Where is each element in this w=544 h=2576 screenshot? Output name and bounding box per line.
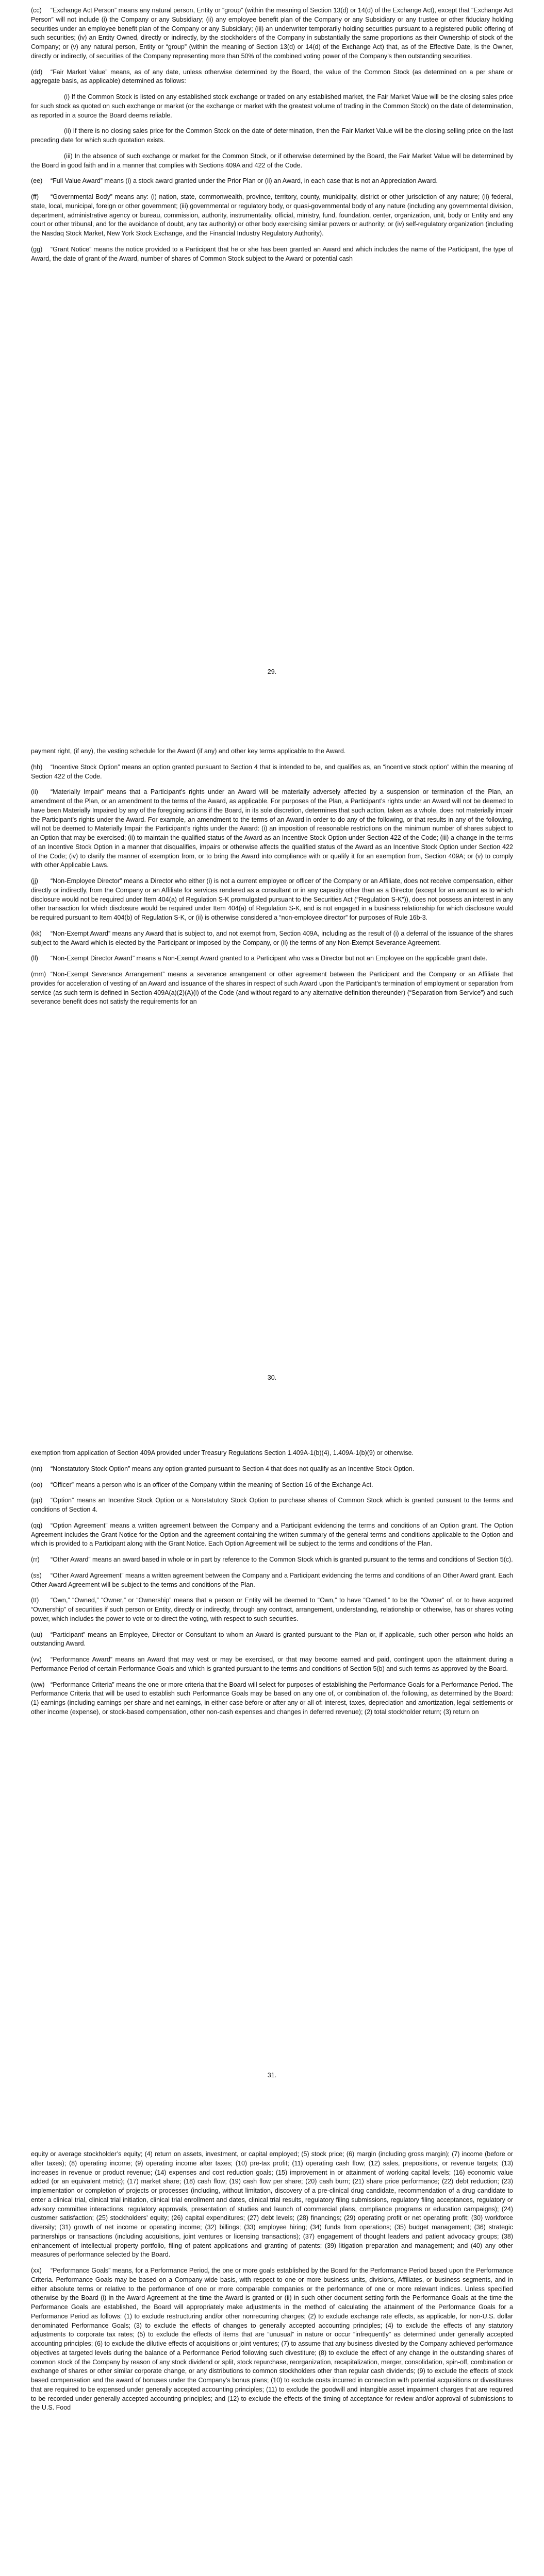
definition-gg bbox=[31, 245, 513, 264]
definition-text: “Full Value Award” means (i) a stock award granted under the Prior Plan or (ii) an Award, in each case that is not an Appreciation Award. bbox=[51, 177, 438, 185]
subclause-i: (i) If the Common Stock is listed on any established stock exchange or traded on any established market, the Fair Market Value will be the closing sales price for such stock as quoted on such exchange or market (or the exchange or market with the greatest volume of trading in the Common Stock) on the date of determination, as reported in a source the Board deems reliable. bbox=[31, 93, 513, 119]
page-29 bbox=[0, 0, 544, 701]
definition-text: “Governmental Body” means any: (i) nation, state, commonwealth, province, territory, county, municipality, district or other jurisdiction of any nature; (ii) federal, state, local, municipal, foreign or other government; (iii) governmental or regulatory body, or quasi-governmental body of any nature (including any governmental division, department, administrative agency or bureau, commission, authority, instrumentality, official, ministry, fund, foundation, center, organization, unit, body or Entity and any court or other tribunal, and for the avoidance of doubt, any tax authority) or other body exercising similar powers or authority; or (iv) self-regulatory organization (including the Nasdaq Stock Market, New York Stock Exchange, and the Financial Industry Regulatory Authority). bbox=[31, 193, 513, 237]
definition-label: (vv) bbox=[31, 1656, 42, 1663]
subclause-ii: (ii) If there is no closing sales price for the Common Stock on the date of determination, then the Fair Market Value will be the closing selling price on the last preceding date for which such quotation exists. bbox=[31, 127, 513, 144]
definition-text: “Performance Criteria” means the one or more criteria that the Board will select for purposes of establishing the Performance Goals for a Performance Period. The Performance Criteria that will be used to establish such Performance Goals may be based on any one of, or combination of, the following, as determined by the Board: (1) earnings (including earnings per share and net earnings, in either case before or after any or all of: interest, taxes, depreciation and amortization, legal settlements or other income (expense), or stock-based compensation, other non-cash expenses and changes in deferred revenue); (2) total stockholder return; (3) return on bbox=[31, 1681, 513, 1716]
definition-label: (tt) bbox=[31, 1597, 39, 1604]
definition-label: (ee) bbox=[31, 177, 43, 185]
page-31 bbox=[0, 1401, 544, 2105]
definition-vv bbox=[31, 1655, 513, 1674]
definition-label: (hh) bbox=[31, 763, 43, 771]
definition-text: “Other Award” means an award based in whole or in part by reference to the Common Stock which is granted pursuant to the terms and conditions of Section 5(c). bbox=[51, 1556, 513, 1563]
definition-pp bbox=[31, 1496, 513, 1515]
definition-text: “Participant” means an Employee, Director or Consultant to whom an Award is granted pursuant to the Plan or, if applicable, such other person who holds an outstanding Award. bbox=[31, 1631, 513, 1648]
definition-label: (xx) bbox=[31, 2267, 42, 2274]
definition-nn bbox=[31, 1465, 513, 1474]
definition-label: (rr) bbox=[31, 1556, 40, 1563]
definition-label: (oo) bbox=[31, 1481, 43, 1488]
definition-hh bbox=[31, 763, 513, 782]
definition-text: “Nonstatutory Stock Option” means any option granted pursuant to Section 4 that does not qualify as an Incentive Stock Option. bbox=[51, 1465, 415, 1472]
definition-label: (qq) bbox=[31, 1521, 43, 1529]
definition-label: (ff) bbox=[31, 193, 39, 200]
continuation-text: exemption from application of Section 409A provided under Treasury Regulations Section 1.409A-1(b)(4), 1.409A-1(b)(9) or otherwise. bbox=[31, 1449, 414, 1456]
definition-text: “Incentive Stock Option” means an option granted pursuant to Section 4 that is intended to be, and qualifies as, an “incentive stock option” within the meaning of Section 422 of the Code. bbox=[31, 763, 513, 780]
definition-ii bbox=[31, 788, 513, 870]
definition-text: “Own,” “Owned,” “Owner,” or “Ownership” means that a person or Entity will be deemed to “Own,” to have “Owned,” to be the “Owner” of, or to have acquired “Ownership” of securities if such person or Entity, directly or indirectly, through any contract, arrangement, understanding, relationship or otherwise, has or shares voting power, which includes the power to vote or to direct the voting, with respect to such securities. bbox=[31, 1597, 513, 1622]
continuation-text: payment right, (if any), the vesting schedule for the Award (if any) and other key terms applicable to the Award. bbox=[31, 748, 346, 755]
definition-text: “Non-Employee Director” means a Director who either (i) is not a current employee or officer of the Company or an Affiliate, does not receive compensation, either directly or indirectly, from the Company or an Affiliate for services rendered as a consultant or in any capacity other than as a Director (except for an amount as to which disclosure would not be required under Item 404(a) of Regulation S-K promulgated pursuant to the Securities Act (“Regulation S-K”)), does not possess an interest in any other transaction for which disclosure would be required under Item 404(a) of Regulation S-K, and is not engaged in a business relationship for which disclosure would be required pursuant to Item 404(b) of Regulation S-K, or (ii) is otherwise considered a “non-employee director” for purposes of Rule 16b-3. bbox=[31, 877, 513, 921]
definition-label: (ss) bbox=[31, 1571, 42, 1579]
definition-ll bbox=[31, 954, 513, 963]
definition-label: (uu) bbox=[31, 1631, 43, 1638]
page-30 bbox=[0, 701, 544, 1401]
definition-jj bbox=[31, 877, 513, 923]
page-number: 30. bbox=[267, 1374, 277, 1381]
definition-text: “Exchange Act Person” means any natural person, Entity or “group” (within the meaning of Section 13(d) or 14(d) of the Exchange Act), except that “Exchange Act Person” will not include (i) the Company or any Subsidiary; (ii) any employee benefit plan of the Company or any Subsidiary or any trustee or other fiduciary holding securities under an employee benefit plan of the Company or any Subsidiary; (iii) an underwriter temporarily holding securities pursuant to a registered public offering of such securities; (iv) an Entity Owned, directly or indirectly, by the stockholders of the Company in substantially the same proportions as their Ownership of stock of the Company; or (v) any natural person, Entity or “group” (within the meaning of Section 13(d) or 14(d) of the Exchange Act) that, as of the Effective Date, is the Owner, directly or indirectly, of securities of the Company representing more than 50% of the combined voting power of the Company’s then outstanding securities. bbox=[31, 7, 513, 60]
definition-dd bbox=[31, 68, 513, 87]
page-number: 31. bbox=[267, 2072, 277, 2079]
definition-cc bbox=[31, 6, 513, 61]
definition-oo bbox=[31, 1481, 513, 1490]
definition-text: “Performance Award” means an Award that may vest or may be exercised, or that may become earned and paid, contingent upon the attainment during a Performance Period of certain Performance Goals and which is granted pursuant to the terms and conditions of Section 5(b) and such terms as approved by the Board. bbox=[31, 1656, 513, 1672]
definition-label: (ll) bbox=[31, 955, 38, 962]
definition-uu bbox=[31, 1631, 513, 1649]
continuation-text: equity or average stockholder’s equity; (4) return on assets, investment, or capital employed; (5) stock price; (6) margin (including gross margin); (7) income (before or after taxes); (8) operating income; (9) operating income after taxes; (10) pre-tax profit; (11) operating cash flow; (12) sales, prepositions, or revenue targets; (13) increases in revenue or product revenue; (14) expenses and cost reduction goals; (15) improvement in or attainment of working capital levels; (16) economic value added (or an equivalent metric); (17) market share; (18) cash flow; (19) cash flow per share; (20) cash burn; (21) share price performance; (22) debt reduction; (23) implementation or completion of projects or processes (including, without limitation, discovery of a pre-clinical drug candidate, recommendation of a drug candidate to enter a clinical trial, clinical trial initiation, clinical trial enrollment and dates, clinical trial results, regulatory filing submissions, regulatory filing acceptances, regulatory or advisory committee interactions, regulatory approvals, presentation of studies and launch of commercial plans, compliance programs or education campaigns); (24) customer satisfaction; (25) stockholders’ equity; (26) capital expenditures; (27) debt levels; (28) financings; (29) operating profit or net operating profit; (30) workforce diversity; (31) growth of net income or operating income; (32) billings; (33) employee hiring; (34) funds from operations; (35) budget management; (36) strategic partnerships or transactions (including acquisitions, joint ventures or licensing transactions); (37) engagement of thought leaders and patient advocacy groups; (38) enhancement of intellectual property portfolio, filing of patent applications and granting of patents; (39) litigation preparation and management; and (40) any other measures of performance selected by the Board. bbox=[31, 2150, 513, 2259]
definition-label: (pp) bbox=[31, 1497, 43, 1504]
page-32 bbox=[0, 2105, 544, 2576]
definition-label: (jj) bbox=[31, 877, 38, 885]
definition-text: “Option” means an Incentive Stock Option or a Nonstatutory Stock Option to purchase shares of Common Stock which is granted pursuant to the terms and conditions of Section 4. bbox=[31, 1497, 513, 1513]
definition-ww bbox=[31, 1681, 513, 1717]
definition-label: (mm) bbox=[31, 971, 46, 978]
definition-rr bbox=[31, 1555, 513, 1565]
definition-text: “Option Agreement” means a written agreement between the Company and a Participant evidencing the terms and conditions of an Option grant. The Option Agreement includes the Grant Notice for the Option and the agreement containing the written summary of the general terms and conditions applicable to the Option and which is provided to a Participant along with the Grant Notice. Each Option Agreement will be subject to the terms and conditions of the Plan. bbox=[31, 1521, 513, 1548]
definition-label: (kk) bbox=[31, 929, 42, 937]
page-number: 29. bbox=[267, 668, 277, 675]
definition-text: “Officer” means a person who is an officer of the Company within the meaning of Section 16 of the Exchange Act. bbox=[51, 1481, 373, 1488]
definition-text: “Fair Market Value” means, as of any date, unless otherwise determined by the Board, the value of the Common Stock (as determined on a per share or aggregate basis, as applicable) determined as follows: bbox=[31, 68, 513, 85]
definition-xx bbox=[31, 2266, 513, 2413]
definition-qq bbox=[31, 1521, 513, 1549]
definition-label: (gg) bbox=[31, 245, 43, 253]
definition-text: “Non-Exempt Director Award” means a Non-Exempt Award granted to a Participant who was a Director but not an Employee on the applicable grant date. bbox=[51, 955, 488, 962]
definition-label: (ww) bbox=[31, 1681, 45, 1688]
definition-ff bbox=[31, 193, 513, 239]
definition-label: (dd) bbox=[31, 68, 43, 76]
definition-label: (ii) bbox=[31, 788, 38, 796]
definition-text: “Non-Exempt Severance Arrangement” means a severance arrangement or other agreement between the Participant and the Company or an Affiliate that provides for acceleration of vesting of an Award and issuance of the shares in respect of such Award upon the Participant’s termination of employment or separation from service (as such term is defined in Section 409A(a)(2)(A)(i) of the Code (and without regard to any alternative definition thereunder) (“Separation from Service”) and such severance benefit does not satisfy the requirements for an bbox=[31, 971, 513, 1006]
definition-text: “Materially Impair” means that a Participant’s rights under an Award will be materially adversely affected by a suspension or termination of the Plan, an amendment of the Plan, or an amendment to the terms of the Award, as applicable. For purposes of the Plan, a Participant’s rights under an Award will not be deemed to have been Materially Impaired by any of the foregoing actions if the Board, in its sole discretion, determines that such action, taken as a whole, does not materially impair the Participant’s rights under the Award. For example, an amendment to the terms of an Award in order to do any of the following, or that results in any of the following, will not be deemed to Materially Impair the Participant’s rights under the Award: (i) an imposition of reasonable restrictions on the minimum number of shares subject to an Option that may be exercised; (ii) to maintain the qualified status of the Award as an Incentive Stock Option under Section 422 of the Code; (iii) a change in the terms of an Incentive Stock Option in a manner that disqualifies, impairs or otherwise affects the qualified status of the Award as an Incentive Stock Option under Section 422 of the Code; (iv) to clarify the manner of exemption from, or to bring the Award into compliance with or qualify it for an exemption from, Section 409A; or (v) to comply with other Applicable Laws. bbox=[31, 788, 513, 869]
subclause-iii: (iii) In the absence of such exchange or market for the Common Stock, or if otherwise determined by the Board, the Fair Market Value will be determined by the Board in good faith and in a manner that complies with Sections 409A and 422 of the Code. bbox=[31, 152, 513, 169]
definition-text: “Other Award Agreement” means a written agreement between the Company and a Participant evidencing the terms and conditions of an Other Award grant. Each Other Award Agreement will be subject to the terms and conditions of the Plan. bbox=[31, 1571, 513, 1588]
definition-text: “Performance Goals” means, for a Performance Period, the one or more goals established by the Board for the Performance Period based upon the Performance Criteria. Performance Goals may be based on a Company-wide basis, with respect to one or more business units, divisions, Affiliates, or business segments, and in either absolute terms or relative to the performance of one or more comparable companies or the performance of one or more relevant indices. Unless specified otherwise by the Board (i) in the Award Agreement at the time the Award is granted or (ii) in such other document setting forth the Performance Goals at the time the Performance Goals are established, the Board will appropriately make adjustments in the method of calculating the attainment of the Performance Goals for a Performance Period as follows: (1) to exclude restructuring and/or other nonrecurring charges; (2) to exclude exchange rate effects, as applicable, for non-U.S. dollar denominated Performance Goals; (3) to exclude the effects of changes to generally accepted accounting principles; (4) to exclude the effects of any statutory adjustments to corporate tax rates; (5) to exclude the effects of items that are “unusual” in nature or occur “infrequently” as determined under generally accepted accounting principles; (6) to exclude the dilutive effects of acquisitions or joint ventures; (7) to assume that any business divested by the Company achieved performance objectives at targeted levels during the balance of a Performance Period following such divestiture; (8) to exclude the effect of any change in the outstanding shares of common stock of the Company by reason of any stock dividend or split, stock repurchase, reorganization, recapitalization, merger, consolidation, spin-off, combination or exchange of shares or other similar corporate change, or any distributions to common stockholders other than regular cash dividends; (9) to exclude the effects of stock based compensation and the award of bonuses under the Company’s bonus plans; (10) to exclude costs incurred in connection with potential acquisitions or divestitures that are required to be expensed under generally accepted accounting principles; (11) to exclude the goodwill and intangible asset impairment charges that are required to be recorded under generally accepted accounting principles; and (12) to exclude the effects of the timing of acceptance for review and/or approval of submissions to the U.S. Food bbox=[31, 2267, 513, 2412]
definition-tt bbox=[31, 1596, 513, 1623]
definition-text: “Grant Notice” means the notice provided to a Participant that he or she has been granted an Award and which includes the name of the Participant, the type of Award, the date of grant of the Award, number of shares of Common Stock subject to the Award or potential cash bbox=[31, 245, 513, 262]
definition-mm bbox=[31, 970, 513, 1007]
definition-label: (cc) bbox=[31, 7, 42, 14]
definition-ss bbox=[31, 1571, 513, 1590]
definition-text: “Non-Exempt Award” means any Award that is subject to, and not exempt from, Section 409A, including as the result of (i) a deferral of the issuance of the shares subject to the Award which is elected by the Participant or imposed by the Company, or (ii) the terms of any Non-Exempt Severance Agreement. bbox=[31, 929, 513, 946]
definition-ee bbox=[31, 177, 513, 186]
definition-label: (nn) bbox=[31, 1465, 43, 1472]
definition-kk bbox=[31, 929, 513, 948]
